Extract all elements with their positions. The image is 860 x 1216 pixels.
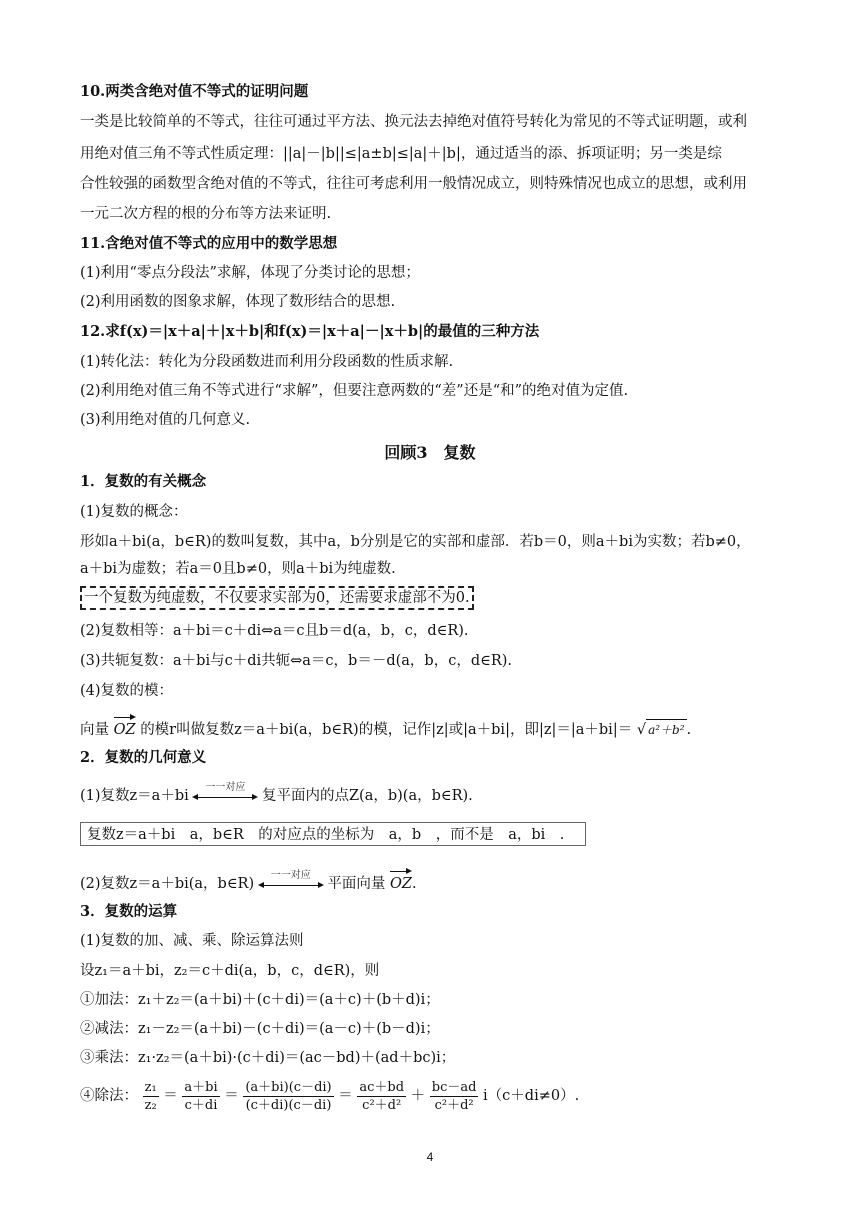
- equality-rule: (2)复数相等：a＋bi＝c＋di⇔a＝c且b＝d(a，b，c，d∈R).: [80, 623, 469, 639]
- geometric-line-2: [80, 870, 417, 894]
- section-10-paragraph-line: 一类是比较简单的不等式，往往可通过平方法、换元法去掉绝对值符号转化为常见的不等式证明题，或利: [80, 114, 747, 130]
- division-rule: ④除法： $\frac{\text{z₁}}{\text{z₂}}$ ＝ $\frac{a+bi}{c+di}$ ＝ $\frac{(a+bi)(c-di)}{(c+di)(c-di)}$ ＝ $\frac{ac+bd}{\text{c²＋d²}}$ ＋ $\frac{bc-ad}{\text{c²＋d²}}$ i（c＋di≠0）.: [80, 1079, 580, 1113]
- subsection-1-title: 1．复数的有关概念: [80, 473, 207, 490]
- multiplication-rule: ③乘法：z₁·z₂＝(a＋bi)·(c＋di)＝(ac－bd)＋(ad＋bc)i；: [80, 1050, 456, 1066]
- operations-rules: (1)复数的加、减、乘、除运算法则: [80, 933, 304, 949]
- modulus-text: 的模r叫做复数z＝a＋bi(a，b∈R)的模，记作|z|或|a＋bi|，即|z|＝|a＋bi|＝: [140, 722, 633, 738]
- subtraction-rule: ②减法：z₁－z₂＝(a＋bi)－(c＋di)＝(a－c)＋(b－d)i；: [80, 1021, 440, 1037]
- geometric-2-end: .: [411, 876, 417, 892]
- modulus-line: [80, 716, 691, 740]
- vector-oz: OZ: [390, 870, 412, 894]
- one-to-one-arrow-icon: [259, 870, 323, 894]
- geometric-1-prefix: (1)复数z＝a＋bi: [80, 788, 189, 804]
- vector-oz: OZ: [114, 716, 136, 740]
- section-12-item: (3)利用绝对值的几何意义.: [80, 412, 251, 428]
- modulus-label: (4)复数的模：: [80, 683, 174, 699]
- sqrt-symbol: √: [636, 722, 647, 738]
- fraction: $\frac{\text{z₁}}{\text{z₂}}$: [144, 1079, 157, 1113]
- review-heading: 回顾3 复数: [384, 443, 476, 462]
- page-number: 4: [426, 1150, 434, 1164]
- section-12-item: (1)转化法：转化为分段函数进而利用分段函数的性质求解.: [80, 354, 454, 370]
- subsection-3-title: 3．复数的运算: [80, 903, 178, 920]
- section-12-title: 12.求f(x)＝|x＋a|＋|x＋b|和f(x)＝|x＋a|－|x＋b|的最值的三种方法: [80, 323, 540, 340]
- section-12-item: (2)利用绝对值三角不等式进行“求解”，但要注意两数的“差”还是“和”的绝对值为定值.: [80, 383, 629, 399]
- geometric-1-suffix: 复平面内的点Z(a，b)(a，b∈R).: [261, 788, 473, 804]
- one-to-one-label: 一一对应: [205, 782, 246, 793]
- one-to-one-arrow-icon: [193, 782, 257, 806]
- pure-imaginary-note-box: [80, 586, 474, 610]
- section-10-paragraph-line: 一元二次方程的根的分布等方法来证明.: [80, 206, 332, 222]
- concept-line: 形如a＋bi(a，b∈R)的数叫复数，其中a，b分别是它的实部和虚部．若b＝0，则a＋bi为实数；若b≠0，: [80, 534, 751, 550]
- fraction: $\frac{(a+bi)(c-di)}{(c+di)(c-di)}$: [245, 1079, 332, 1113]
- section-10-paragraph-line: 用绝对值三角不等式性质定理：||a|－|b||≤|a±b|≤|a|＋|b|，通过适当的添、拆项证明；另一类是综: [80, 146, 722, 162]
- subsection-2-title: 2．复数的几何意义: [80, 749, 207, 766]
- modulus-prefix: 向量: [80, 722, 109, 738]
- coordinate-note: 复数z＝a＋bi a，b∈R 的对应点的坐标为 a，b ，而不是 a，bi .: [87, 827, 565, 843]
- fraction: $\frac{bc-ad}{\text{c²＋d²}}$: [431, 1079, 477, 1113]
- section-11-item: (1)利用“零点分段法”求解，体现了分类讨论的思想；: [80, 265, 420, 281]
- division-tail: i（c＋di≠0）.: [483, 1088, 580, 1104]
- geometric-line-1: [80, 782, 473, 806]
- fraction: $\frac{a+bi}{c+di}$: [184, 1079, 218, 1113]
- modulus-end: .: [686, 722, 692, 738]
- fraction: $\frac{ac+bd}{\text{c²＋d²}}$: [359, 1079, 405, 1113]
- geometric-2-prefix: (2)复数z＝a＋bi(a，b∈R): [80, 876, 255, 892]
- addition-rule: ①加法：z₁＋z₂＝(a＋bi)＋(c＋di)＝(a＋c)＋(b＋d)i；: [80, 992, 440, 1008]
- concept-label: (1)复数的概念：: [80, 504, 188, 520]
- section-11-title: 11.含绝对值不等式的应用中的数学思想: [80, 235, 338, 252]
- section-11-item: (2)利用函数的图象求解，体现了数形结合的思想.: [80, 294, 396, 310]
- section-10-title: 10.两类含绝对值不等式的证明问题: [80, 83, 309, 100]
- division-label: ④除法：: [80, 1088, 138, 1104]
- one-to-one-label: 一一对应: [270, 870, 311, 881]
- operations-setup: 设z₁＝a＋bi，z₂＝c＋di(a，b，c，d∈R)，则: [80, 963, 380, 979]
- pure-imaginary-note: 一个复数为纯虚数，不仅要求实部为0，还需要求虚部不为0.: [84, 590, 470, 606]
- coordinate-note-box: [80, 822, 586, 846]
- concept-line: a＋bi为虚数；若a＝0且b≠0，则a＋bi为纯虚数.: [80, 561, 396, 577]
- section-10-paragraph-line: 合性较强的函数型含绝对值的不等式，往往可考虑利用一般情况成立，则特殊情况也成立的思想，或利用: [80, 176, 747, 192]
- sqrt-radicand: a²＋b²: [646, 719, 686, 740]
- conjugate-rule: (3)共轭复数：a＋bi与c＋di共轭⇔a＝c，b＝－d(a，b，c，d∈R).: [80, 653, 513, 669]
- geometric-2-suffix: 平面向量: [327, 876, 386, 892]
